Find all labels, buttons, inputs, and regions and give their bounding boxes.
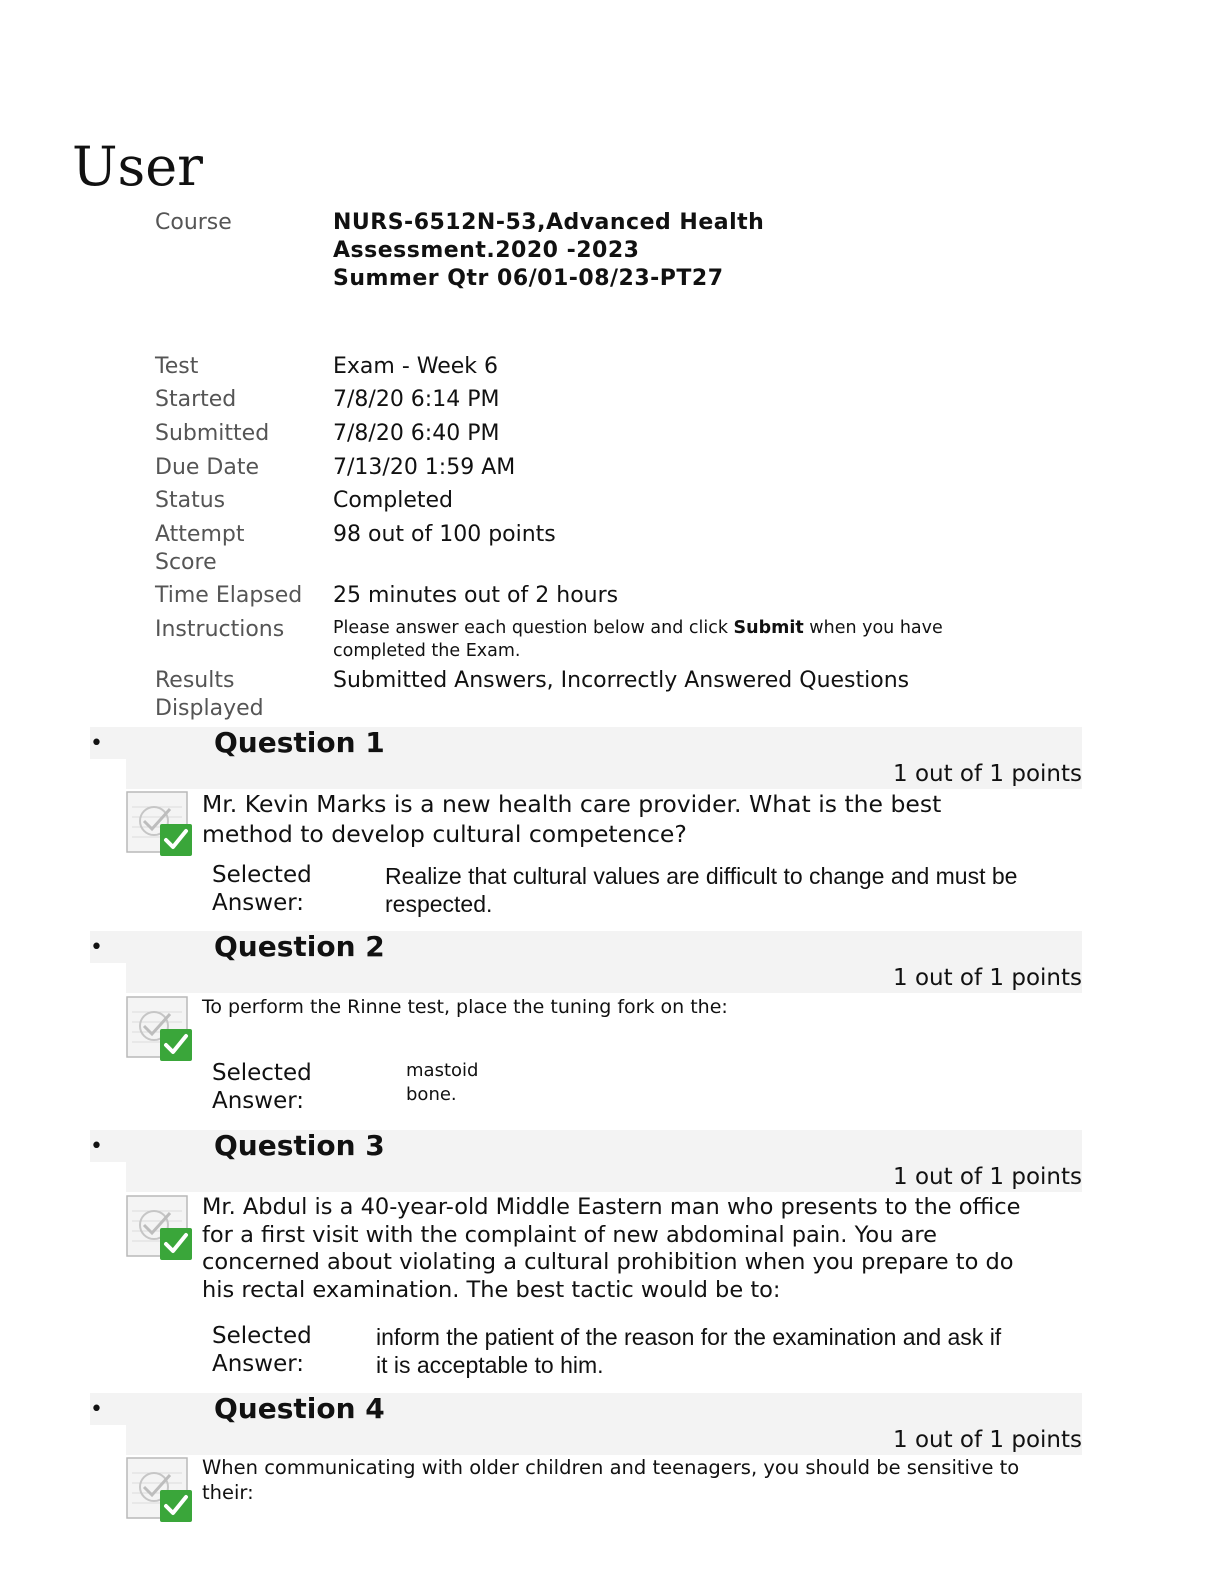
submitted-label: Submitted [155, 421, 270, 446]
question-points: 1 out of 1 points [893, 1164, 1082, 1190]
course-line: Summer Qtr 06/01-08/23-PT27 [333, 266, 724, 291]
question-title: Question 2 [214, 930, 385, 963]
page-title: User [72, 135, 203, 198]
list-bullet: • [90, 935, 103, 960]
attempt-score-label-line: Attempt [155, 522, 245, 547]
question-title: Question 4 [214, 1392, 385, 1425]
correct-check-icon [126, 1195, 194, 1261]
status-label: Status [155, 488, 226, 513]
question-title: Question 3 [214, 1129, 385, 1162]
attempt-score-label [155, 521, 325, 577]
list-bullet: • [90, 731, 103, 756]
results-label-line: Results [155, 668, 235, 693]
selected-answer: mastoid bone. [406, 1060, 479, 1105]
correct-check-icon [126, 996, 194, 1062]
instructions-text: Please answer each question below and click [333, 618, 734, 638]
selected-label-line: Answer: [212, 1088, 305, 1114]
question-text: When communicating with older children and teenagers, you should be sensitive to their: [202, 1456, 1020, 1504]
instructions-text: when you have completed the Exam. [333, 618, 943, 661]
instructions-value [333, 617, 1013, 663]
started-label: Started [155, 387, 237, 412]
question-points: 1 out of 1 points [893, 1427, 1082, 1453]
course-value [333, 209, 1013, 293]
selected-label-line: Selected [212, 1060, 312, 1086]
instructions-submit-text: Submit [733, 618, 804, 638]
list-bullet: • [90, 1397, 103, 1422]
list-bullet: • [90, 1134, 103, 1159]
course-label: Course [155, 210, 232, 235]
selected-answer-label [212, 861, 352, 917]
selected-label-line: Selected [212, 1323, 312, 1349]
selected-label-line: Answer: [212, 1351, 305, 1377]
course-line: NURS-6512N-53,Advanced Health [333, 210, 765, 235]
question-text: To perform the Rinne test, place the tuning fork on the: [202, 996, 728, 1018]
time-elapsed-value: 25 minutes out of 2 hours [333, 583, 619, 608]
due-date-value: 7/13/20 1:59 AM [333, 455, 516, 480]
question-title: Question 1 [214, 726, 385, 759]
selected-answer: Realize that cultural values are difficult to change and must be respected. [385, 863, 1018, 917]
question-text: Mr. Kevin Marks is a new health care provider. What is the best method to develop cultural competence? [202, 790, 942, 848]
started-value: 7/8/20 6:14 PM [333, 387, 500, 412]
question-points: 1 out of 1 points [893, 761, 1082, 787]
attempt-score-value: 98 out of 100 points [333, 522, 556, 547]
time-elapsed-label: Time Elapsed [155, 583, 303, 608]
selected-answer-label [212, 1322, 352, 1378]
attempt-score-label-line: Score [155, 550, 217, 575]
due-date-label: Due Date [155, 455, 259, 480]
results-label-line: Displayed [155, 696, 264, 721]
results-displayed-label [155, 667, 325, 723]
selected-label-line: Selected [212, 862, 312, 888]
course-line: Assessment.2020 -2023 [333, 238, 640, 263]
correct-check-icon [126, 791, 194, 857]
question-text: Mr. Abdul is a 40-year-old Middle Eastern man who presents to the office for a first visit with the complaint of new abdominal pain. You are concerned about violating a cultural prohibition when you prepare to do his rectal examination. The best tactic would be to: [202, 1194, 1021, 1303]
status-value: Completed [333, 488, 453, 513]
results-displayed-value: Submitted Answers, Incorrectly Answered Questions [333, 668, 910, 693]
test-value: Exam - Week 6 [333, 354, 499, 379]
test-label: Test [155, 354, 199, 379]
instructions-label: Instructions [155, 617, 285, 642]
selected-answer: inform the patient of the reason for the examination and ask if it is acceptable to him. [376, 1324, 1002, 1378]
question-points: 1 out of 1 points [893, 965, 1082, 991]
submitted-value: 7/8/20 6:40 PM [333, 421, 500, 446]
correct-check-icon [126, 1457, 194, 1523]
selected-answer-label [212, 1059, 352, 1115]
selected-label-line: Answer: [212, 890, 305, 916]
